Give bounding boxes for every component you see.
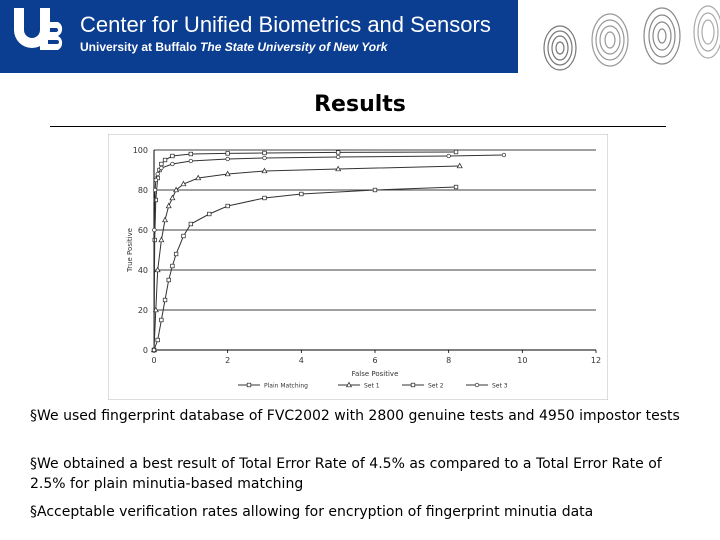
data-point: [174, 252, 178, 256]
university-line: [80, 40, 387, 54]
data-point: [189, 222, 193, 226]
x-tick-label: 10: [517, 356, 528, 365]
data-point: [226, 157, 230, 161]
data-point: [182, 234, 186, 238]
x-tick-label: 0: [151, 356, 157, 365]
data-point: [171, 154, 175, 158]
data-point: [336, 151, 340, 155]
data-point: [154, 178, 158, 182]
roc-chart: [108, 134, 608, 400]
bullet-error-rate: §We obtained a best result of Total Error Rate of 4.5% as compared to a Total Error Rate of 2.5% for plain minutia-based matching: [30, 456, 662, 492]
data-point: [475, 383, 479, 387]
chart-frame: [108, 134, 608, 400]
data-point: [226, 204, 230, 208]
data-point: [189, 152, 193, 156]
data-point: [171, 162, 175, 166]
data-point: [156, 172, 160, 176]
data-point: [447, 154, 451, 158]
legend-label: Set 2: [428, 382, 444, 390]
fingerprint-images: [530, 0, 720, 73]
data-point: [160, 166, 164, 170]
x-tick-label: 2: [225, 356, 231, 365]
x-axis-label: False Positive: [351, 370, 399, 378]
y-tick-label: 40: [137, 266, 148, 275]
bullet-database: §We used fingerprint database of FVC2002 with 2800 genuine tests and 4950 impostor tests: [30, 408, 680, 424]
y-tick-label: 20: [137, 306, 148, 315]
data-point: [300, 192, 304, 196]
data-point: [156, 338, 160, 342]
data-point: [454, 185, 458, 189]
x-tick-label: 8: [446, 356, 452, 365]
data-point: [263, 196, 267, 200]
data-point: [502, 153, 506, 157]
data-point: [454, 150, 458, 154]
university-name: University at Buffalo: [80, 40, 197, 54]
x-tick-label: 12: [590, 356, 602, 365]
data-point: [153, 228, 157, 232]
data-point: [160, 162, 164, 166]
data-point: [152, 348, 156, 352]
banner-bar: [0, 0, 518, 73]
title-divider: [50, 126, 666, 127]
data-point: [171, 264, 175, 268]
legend-label: Plain Matching: [264, 382, 308, 390]
y-tick-label: 80: [137, 186, 148, 195]
header-banner: [0, 0, 720, 73]
data-point: [226, 152, 230, 156]
legend-label: Set 1: [364, 382, 380, 390]
data-point: [411, 383, 415, 387]
data-point: [189, 159, 193, 163]
center-name: Center for Unified Biometrics and Sensors: [80, 12, 491, 37]
y-tick-label: 100: [132, 146, 148, 155]
legend-label: Set 3: [492, 382, 508, 390]
ub-logo: [10, 4, 76, 52]
data-point: [247, 383, 251, 387]
y-axis-label: True Positive: [126, 227, 134, 273]
slide-title: Results: [314, 92, 406, 117]
data-point: [373, 188, 377, 192]
data-point: [263, 151, 267, 155]
data-point: [160, 318, 164, 322]
x-tick-label: 4: [298, 356, 304, 365]
data-point: [207, 212, 211, 216]
data-point: [336, 155, 340, 159]
data-point: [163, 298, 167, 302]
y-tick-label: 0: [142, 346, 148, 355]
x-tick-label: 6: [372, 356, 378, 365]
state-university-name: The State University of New York: [200, 40, 388, 54]
data-point: [167, 278, 171, 282]
y-tick-label: 60: [137, 226, 148, 235]
data-point: [263, 156, 267, 160]
bullet-verification: §Acceptable verification rates allowing for encryption of fingerprint minutia data: [30, 504, 594, 520]
data-point: [153, 188, 157, 192]
data-point: [163, 158, 167, 162]
